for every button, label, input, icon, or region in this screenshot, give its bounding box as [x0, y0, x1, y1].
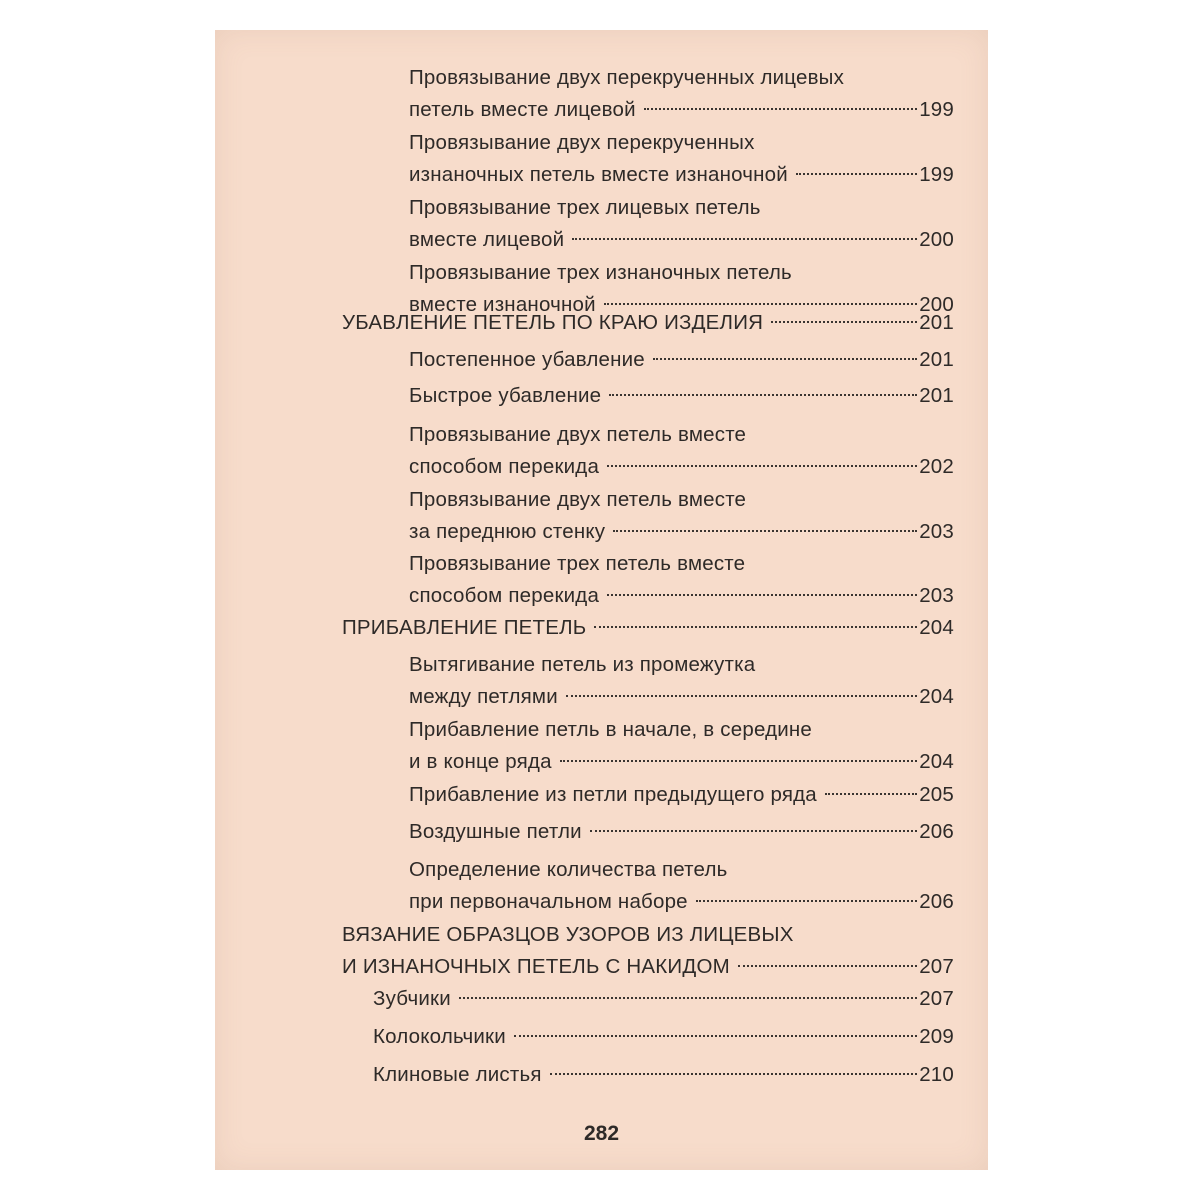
dot-leader	[594, 626, 917, 628]
dot-leader	[609, 394, 917, 396]
toc-entry-title-line: Постепенное убавление	[409, 348, 645, 371]
toc-entry-page: 199	[919, 163, 954, 186]
toc-entry-title-line: за переднюю стенку	[409, 520, 606, 543]
toc-entry-page: 204	[919, 685, 954, 708]
toc-entry-page: 200	[919, 293, 954, 316]
dot-leader	[560, 760, 917, 762]
toc-entry-title-line: между петлями	[409, 685, 558, 708]
page-number: 282	[583, 1122, 620, 1145]
toc-entry-title-line: Провязывание трех изнаночных петель	[409, 261, 792, 284]
toc-entry-title-line: Провязывание трех лицевых петель	[409, 196, 761, 219]
toc-entry-page: 207	[919, 987, 954, 1010]
toc-entry-page: 201	[919, 348, 954, 371]
toc-entry-title-line: Провязывание трех петель вместе	[409, 552, 746, 575]
dot-leader	[771, 321, 917, 323]
toc-entry	[373, 1021, 954, 1053]
toc-entry-title-line: Провязывание двух перекрученных	[409, 131, 755, 154]
dot-leader	[566, 695, 917, 697]
toc-entry-title-line: Вытягивание петель из промежутка	[409, 653, 756, 676]
book-page	[215, 30, 988, 1170]
toc-entry	[373, 983, 954, 1015]
toc-entry	[409, 127, 954, 191]
toc-entry	[409, 344, 954, 376]
toc-entry-page: 203	[919, 584, 954, 607]
dot-leader	[796, 173, 917, 175]
toc-entry-title-line: Провязывание двух петель вместе	[409, 423, 747, 446]
toc-entry-title-line: при первоначальном наборе	[409, 890, 688, 913]
toc-section	[342, 307, 954, 339]
toc-entry-title-line: Прибавление из петли предыдущего ряда	[409, 783, 817, 806]
toc-entry-page: 200	[919, 228, 954, 251]
dot-leader	[825, 793, 917, 795]
dot-leader	[459, 997, 917, 999]
dot-leader	[607, 465, 917, 467]
toc-entry-page: 201	[919, 311, 954, 334]
toc-entry-title-line: Провязывание двух петель вместе	[409, 488, 747, 511]
toc-entry	[409, 714, 954, 778]
dot-leader	[644, 108, 917, 110]
toc-entry-title-line: петель вместе лицевой	[409, 98, 636, 121]
toc-entry-title-line: Клиновые листья	[373, 1063, 542, 1086]
toc-entry	[409, 854, 954, 918]
dot-leader	[514, 1035, 917, 1037]
toc-entry-title-line: Воздушные петли	[409, 820, 582, 843]
toc-entry-title-line: вместе лицевой	[409, 228, 565, 251]
dot-leader	[550, 1073, 918, 1075]
toc-entry-title-line: Быстрое убавление	[409, 384, 602, 407]
dot-leader	[572, 238, 917, 240]
toc-entry-page: 201	[919, 384, 954, 407]
toc-entry	[409, 192, 954, 256]
toc-entry	[409, 816, 954, 848]
toc-entry	[409, 419, 954, 483]
toc-entry-title-line: Прибавление петль в начале, в середине	[409, 718, 813, 741]
toc-entry-page: 199	[919, 98, 954, 121]
toc-entry-page: 204	[919, 750, 954, 773]
dot-leader	[696, 900, 917, 902]
toc-entry-title-line: изнаночных петель вместе изнаночной	[409, 163, 788, 186]
toc-entry-title-line: способом перекида	[409, 584, 600, 607]
toc-entry	[373, 1059, 954, 1091]
toc-entry	[409, 380, 954, 412]
dot-leader	[613, 530, 917, 532]
toc-entry-page: 203	[919, 520, 954, 543]
toc-entry	[409, 484, 954, 548]
toc-entry	[409, 649, 954, 713]
toc-section-title: УБАВЛЕНИЕ ПЕТЕЛЬ ПО КРАЮ ИЗДЕЛИЯ	[342, 311, 764, 334]
toc-entry-page: 206	[919, 890, 954, 913]
toc-entry-title-line: Зубчики	[373, 987, 451, 1010]
toc-section	[342, 612, 954, 644]
toc-section-title: И ИЗНАНОЧНЫХ ПЕТЕЛЬ С НАКИДОМ	[342, 955, 730, 978]
toc-entry-page: 207	[919, 955, 954, 978]
toc-entry	[409, 779, 954, 811]
dot-leader	[607, 594, 917, 596]
dot-leader	[738, 965, 917, 967]
toc-entry-title-line: Колокольчики	[373, 1025, 506, 1048]
dot-leader	[653, 358, 917, 360]
toc-entry-page: 210	[919, 1063, 954, 1086]
dot-leader	[604, 303, 917, 305]
toc-entry-page: 209	[919, 1025, 954, 1048]
toc-entry	[409, 548, 954, 612]
toc-entry-page: 206	[919, 820, 954, 843]
toc-section	[342, 919, 954, 983]
toc-entry	[409, 62, 954, 126]
toc-section-title: ПРИБАВЛЕНИЕ ПЕТЕЛЬ	[342, 616, 587, 639]
toc-entry-title-line: Провязывание двух перекрученных лицевых	[409, 66, 845, 89]
toc-entry-title-line: способом перекида	[409, 455, 600, 478]
dot-leader	[590, 830, 917, 832]
toc-entry-title-line: и в конце ряда	[409, 750, 552, 773]
toc-entry-page: 202	[919, 455, 954, 478]
toc-entry-title-line: вместе изнаночной	[409, 293, 596, 316]
toc-entry-page: 205	[919, 783, 954, 806]
toc-section-title: ВЯЗАНИЕ ОБРАЗЦОВ УЗОРОВ ИЗ ЛИЦЕВЫХ	[342, 923, 794, 946]
toc-entry-title-line: Определение количества петель	[409, 858, 728, 881]
toc-entry-page: 204	[919, 616, 954, 639]
